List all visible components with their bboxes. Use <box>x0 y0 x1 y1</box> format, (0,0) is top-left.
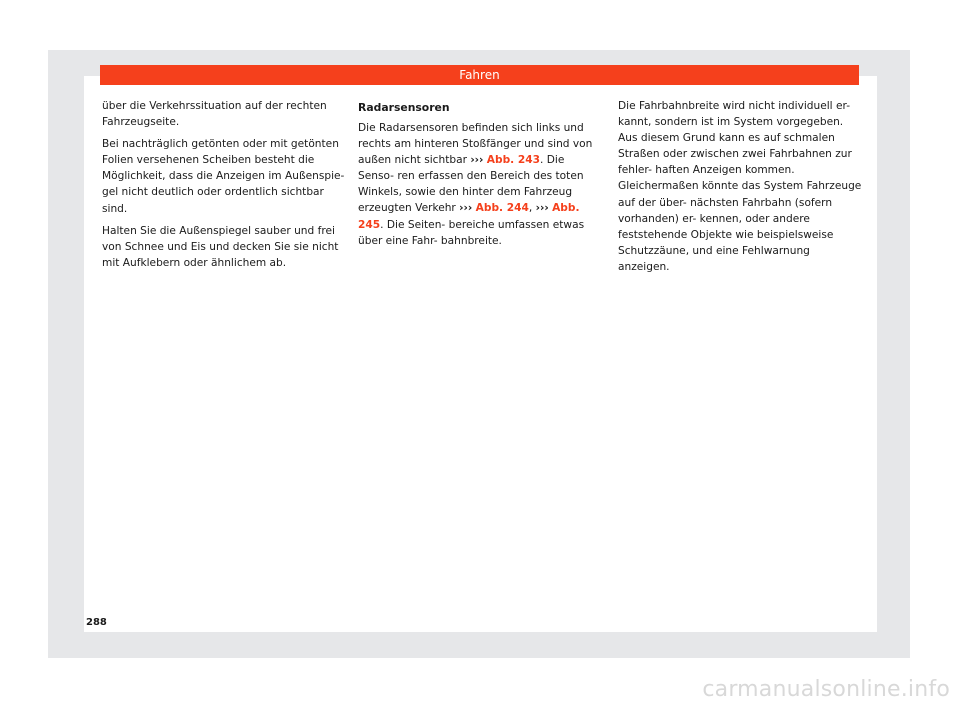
cross-reference-arrow-icon: ››› <box>535 202 549 215</box>
section-header-bar <box>100 65 859 85</box>
paragraph: Die Fahrbahnbreite wird nicht individuell er- kannt, sondern ist im System vorgegeben. Aus diesem Grund kann es auf schmalen Straßen oder zwischen zwei Fahrbahnen zur fehler- haften Anzeigen kommen. Gleichermaßen könnte das System Fahrzeuge auf der über- nächsten Fahrbahn (sofern vorhanden) er- kennen, oder andere feststehende Objekte wie beispielsweise Schutzzäune, und eine Fehlwarnung anzeigen. <box>618 100 862 273</box>
paragraph-text: . Die Seiten- bereiche umfassen etwas über eine Fahr- bahnbreite. <box>358 218 585 247</box>
text-column-1 <box>102 98 347 277</box>
paragraph: Bei nachträglich getönten oder mit getönten Folien versehenen Scheiben besteht die Möglichkeit, dass die Anzeigen im Außenspie- gel nicht deutlich oder ordentlich sichtbar sind. <box>102 138 345 215</box>
section-heading: Radarsensoren <box>358 101 450 114</box>
text-column-3 <box>618 98 863 281</box>
figure-reference-link[interactable]: Abb. 243 <box>486 154 540 167</box>
cross-reference-arrow-icon: ››› <box>470 154 484 167</box>
figure-reference-link[interactable]: Abb. 245 <box>358 202 580 231</box>
paragraph-text: Die Radarsensoren befinden sich links und rechts am hinteren Stoßfänger und sind von außen nicht sichtbar <box>358 122 593 167</box>
text-column-2 <box>358 98 603 255</box>
paragraph: über die Verkehrssituation auf der rechten Fahrzeugseite. <box>102 100 327 129</box>
paragraph: Halten Sie die Außenspiegel sauber und frei von Schnee und Eis und decken Sie sie nicht mit Aufklebern oder ähnlichem ab. <box>102 224 339 269</box>
watermark: carmanualsonline.info <box>702 677 950 702</box>
cross-reference-arrow-icon: ››› <box>459 202 473 215</box>
figure-reference-link[interactable]: Abb. 244 <box>475 202 529 215</box>
section-title: Fahren <box>459 68 500 82</box>
page-number: 288 <box>86 617 107 628</box>
separator: , <box>528 202 533 215</box>
paragraph-text: . Die Senso- ren erfassen den Bereich des toten Winkels, sowie den hinter dem Fahrzeug erzeugten Verkehr <box>358 154 584 215</box>
paragraph <box>358 120 603 249</box>
